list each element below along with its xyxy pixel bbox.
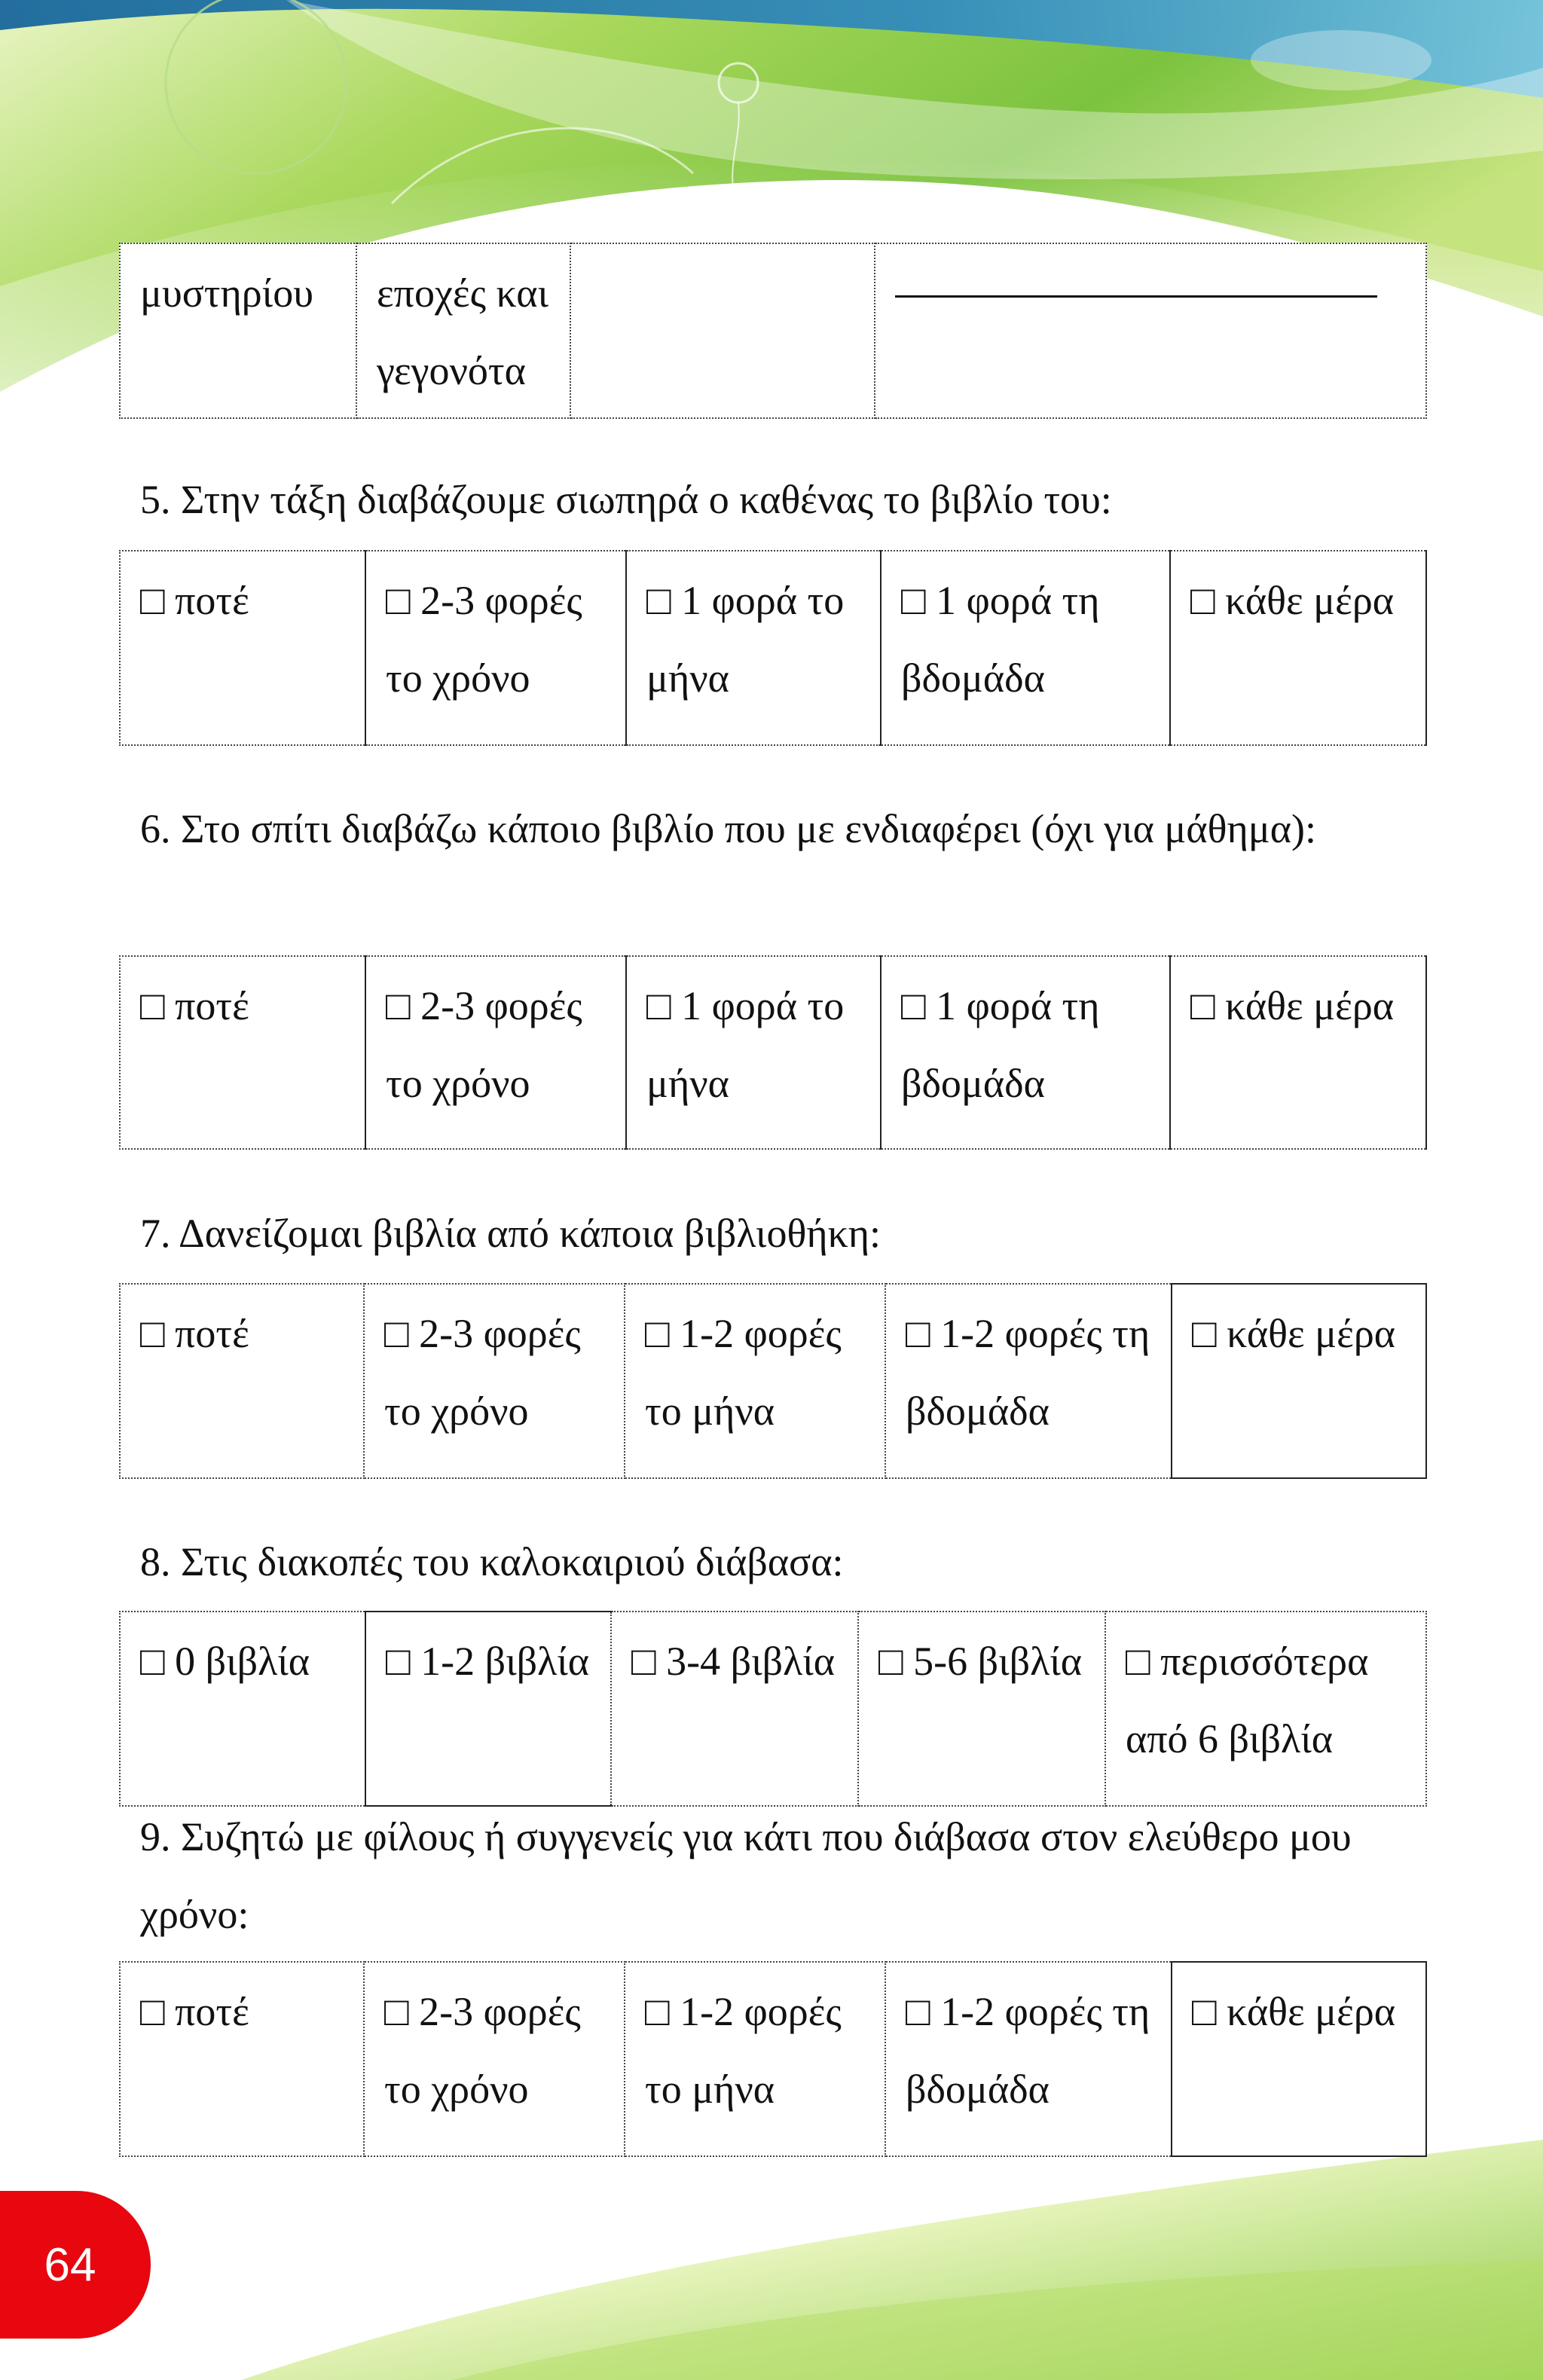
cell-text: εποχές και γεγονότα [377,270,549,393]
table-row [120,1612,1426,1806]
option-label: □ 0 βιβλία [140,1639,310,1684]
table-row [120,1284,1426,1478]
option-label: □ 1-2 φορές τη βδομάδα [906,1311,1150,1434]
question-6-options [119,955,1427,1150]
question-5-options [119,550,1427,746]
option-label: □ 2-3 φορές το χρόνο [384,1311,581,1434]
table-cell [570,243,875,418]
option-cell[interactable] [625,1284,885,1478]
question-9-text: 9. Συζητώ με φίλους ή συγγενείς για κάτι που διάβασα στον ελεύθερο μου χρόνο: [140,1814,1352,1937]
option-cell[interactable] [120,1612,365,1806]
option-cell[interactable] [120,956,365,1149]
option-label: □ 1-2 φορές το μήνα [645,1989,842,2112]
option-cell[interactable] [365,1612,611,1806]
table-cell [875,243,1426,418]
question-8-options [119,1611,1427,1807]
option-label: □ περισσότερα από 6 βιβλία [1126,1639,1369,1761]
option-label: □ 3-4 βιβλία [631,1639,836,1684]
option-cell[interactable] [365,956,626,1149]
table-row [120,243,1426,418]
option-label: □ 1-2 φορές το μήνα [645,1311,842,1434]
option-cell[interactable] [1170,551,1426,745]
page-number-badge [0,2191,151,2339]
option-label: □ 2-3 φορές το χρόνο [386,578,582,701]
option-cell[interactable] [365,551,626,745]
table-row [120,551,1426,745]
option-label: □ ποτέ [140,1989,249,2034]
question-9-options [119,1961,1427,2157]
option-label: □ κάθε μέρα [1190,983,1395,1028]
option-label: □ 1 φορά τη βδομάδα [901,983,1100,1106]
option-cell[interactable] [858,1612,1105,1806]
option-label: □ ποτέ [140,578,249,623]
option-label: □ 2-3 φορές το χρόνο [384,1989,581,2112]
option-label: □ κάθε μέρα [1192,1989,1396,2034]
question-8-text: 8. Στις διακοπές του καλοκαιριού διάβασα: [140,1539,844,1584]
option-cell[interactable] [364,1284,625,1478]
option-label: □ ποτέ [140,1311,249,1356]
option-cell[interactable] [885,1962,1172,2156]
option-cell[interactable] [626,956,881,1149]
option-cell[interactable] [1170,956,1426,1149]
option-cell[interactable] [881,956,1170,1149]
option-cell[interactable] [626,551,881,745]
option-label: □ ποτέ [140,983,249,1028]
question-7-text: 7. Δανείζομαι βιβλία από κάποια βιβλιοθήκη: [140,1211,881,1256]
option-label: □ 1-2 βιβλία [386,1639,590,1684]
table-cell [120,243,356,418]
option-cell[interactable] [1172,1284,1426,1478]
question-5-text: 5. Στην τάξη διαβάζουμε σιωπηρά ο καθένας το βιβλίο του: [140,477,1112,522]
option-label: □ 5-6 βιβλία [878,1639,1083,1684]
table-row [120,956,1426,1149]
option-cell[interactable] [120,1962,364,2156]
option-label: □ 1 φορά το μήνα [646,983,845,1106]
option-cell[interactable] [881,551,1170,745]
option-label: □ κάθε μέρα [1192,1311,1396,1356]
page-number: 64 [44,2238,96,2291]
option-label: □ 2-3 φορές το χρόνο [386,983,582,1106]
option-cell[interactable] [120,1284,364,1478]
option-cell[interactable] [885,1284,1172,1478]
option-cell[interactable] [364,1962,625,2156]
option-label: □ 1-2 φορές τη βδομάδα [906,1989,1150,2112]
option-cell[interactable] [625,1962,885,2156]
question-7-options [119,1283,1427,1479]
answer-blank-line [895,295,1377,298]
question-6-text: 6. Στο σπίτι διαβάζω κάποιο βιβλίο που με ενδιαφέρει (όχι για μάθημα): [140,806,1316,851]
option-label: □ κάθε μέρα [1190,578,1395,623]
option-label: □ 1 φορά το μήνα [646,578,845,701]
previous-question-table [119,243,1427,419]
option-cell[interactable] [120,551,365,745]
option-label: □ 1 φορά τη βδομάδα [901,578,1100,701]
option-cell[interactable] [611,1612,858,1806]
option-cell[interactable] [1172,1962,1426,2156]
table-cell [356,243,570,418]
cell-text: μυστηρίου [140,270,313,316]
table-row [120,1962,1426,2156]
option-cell[interactable] [1105,1612,1426,1806]
